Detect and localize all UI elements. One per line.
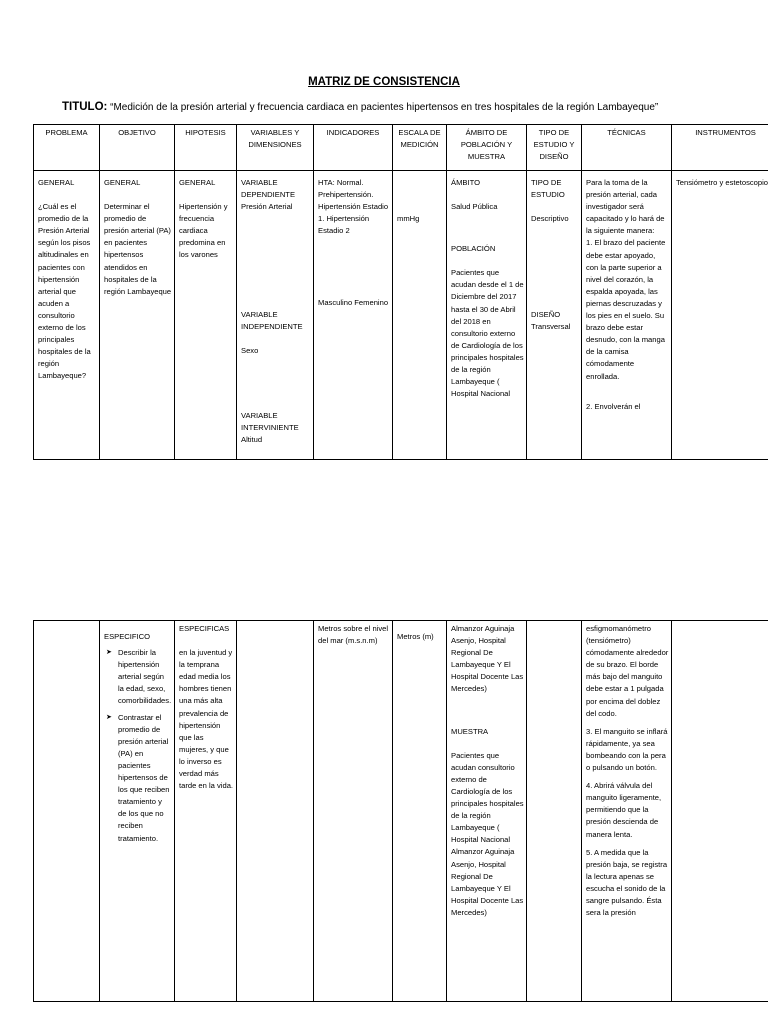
objetivo-text: Determinar el promedio de presión arterial (PA) en pacientes hipertensos atendidos en hospitales de la región Lambayeque (104, 202, 172, 296)
ambito-cont: Almanzor Aguinaja Asenjo, Hospital Regional De Lambayeque Y El Hospital Docente Las Mercedes) (451, 624, 524, 694)
list-item: ➤ Contrastar el promedio de presión arterial (PA) en pacientes hipertensos de los que reciben tratamiento y de los que no reciben tratamiento. (118, 712, 172, 845)
document-title: MATRIZ DE CONSISTENCIA (308, 76, 460, 88)
especificas-head: ESPECIFICAS (179, 624, 230, 633)
instrumentos-text: Tensiómetro y estetoscopio (676, 178, 768, 187)
cell-problema (34, 171, 100, 460)
poblacion-head: POBLACIÓN (451, 244, 496, 254)
muestra-text: Pacientes que acudan consultorio externo de Cardiología de los principales hospitales de la región Lambayeque ( Hospital Nacional Almanzor Aguinaja Asenjo, Hospital Regional De Lambayeque Y El Hospital Docente Las Mercedes) (451, 750, 524, 917)
table-row (34, 621, 768, 1002)
muestra-head: MUESTRA (451, 726, 489, 736)
consistency-matrix-table-2 (33, 620, 768, 1002)
cell-escala-2 (393, 621, 447, 1002)
header-tipo: TIPO DE ESTUDIO Y DISEÑO (527, 125, 582, 171)
ind-sexo: Masculino Femenino (318, 298, 389, 308)
escala-mmhg: mmHg (397, 214, 420, 223)
cell-variables (237, 171, 314, 460)
cell-escala (393, 171, 447, 460)
var-indep: VARIABLE INDEPENDIENTE (241, 310, 303, 332)
tecnicas-step-5: 5. A medida que la presión baja, se registra la lectura apenas se escucha el sonido de la sangre pulsando. Ésta sera la presión (586, 847, 668, 918)
cell-objetivo-2 (100, 621, 175, 1002)
diseno-text: Transversal (531, 322, 571, 332)
list-item: ➤ Describir la hipertensión arterial según la edad, sexo, comorbilidades. (118, 647, 172, 707)
objetivo-head: GENERAL (104, 178, 141, 187)
header-row (34, 125, 768, 171)
tecnicas-text: Para la toma de la presión arterial, cada investigador será capacitado y lo hará de la siguiente manera: (586, 178, 665, 236)
cell-hipotesis-2 (175, 621, 237, 1002)
var-int: VARIABLE INTERVINIENTE (241, 410, 299, 432)
header-variables: VARIABLES Y DIMENSIONES (237, 125, 314, 171)
var-int-dim: Altitud (241, 434, 263, 444)
objetivo-list (104, 647, 172, 845)
cell-variables-2 (237, 621, 314, 1002)
cell-problema-2 (34, 621, 100, 1002)
hipotesis-head: GENERAL (179, 178, 216, 187)
header-escala: ESCALA DE MEDICIÓN (393, 125, 447, 171)
table-row (34, 171, 768, 460)
header-tecnicas: TÉCNICAS (582, 125, 672, 171)
problema-text: ¿Cuál es el promedio de la Presión Arterial según los pisos altitudinales en pacientes con hipertensión arterial que acuden a consultorio externo de los principales hospitales de la región Lambayeque? (38, 202, 91, 381)
cell-indicadores-2 (314, 621, 393, 1002)
cell-hipotesis (175, 171, 237, 460)
hipotesis-esp-text: en la juventud y la temprana edad media los hombres tienen una más alta prevalencia de hipertensión que las mujeres, y que lo inverso es verdad más tarde en la vida. (179, 648, 234, 791)
header-ambito: ÁMBITO DE POBLACIÓN Y MUESTRA (447, 125, 527, 171)
var-dep-dim: Presión Arterial (241, 202, 293, 212)
cell-tipo (527, 171, 582, 460)
escala-metros: Metros (m) (397, 632, 434, 641)
problema-head: GENERAL (38, 178, 75, 187)
tecnicas-step-1: 1. El brazo del paciente debe estar apoyado, con la parte superior a nivel del corazón, la espalda apoyada, las piernas descruzadas y los pies en el suelo. Su brazo debe estar desnudo, con la manga de la camisa cómodamente enrollada. (586, 238, 666, 381)
especifico-head: ESPECIFICO (104, 632, 150, 641)
cell-indicadores (314, 171, 393, 460)
subtitle-label: TITULO: (62, 101, 108, 113)
consistency-matrix-table-1 (33, 124, 768, 460)
tipo-text: Descriptivo (531, 214, 569, 224)
header-hipotesis: HIPOTESIS (175, 125, 237, 171)
header-instrumentos: INSTRUMENTOS (672, 125, 768, 171)
hipotesis-text: Hipertensión y frecuencia cardiaca predomina en los varones (179, 202, 228, 260)
cell-tecnicas-2 (582, 621, 672, 1002)
cell-tecnicas (582, 171, 672, 460)
cell-instrumentos (672, 171, 768, 460)
tecnicas-step-3: 3. El manguito se inflará rápidamente, ya sea bombeando con la pera o pulsando un botón. (586, 726, 668, 773)
tipo-head: TIPO DE ESTUDIO (531, 178, 565, 200)
header-objetivo: OBJETIVO (100, 125, 175, 171)
header-indicadores: INDICADORES (314, 125, 393, 171)
var-indep-dim: Sexo (241, 346, 259, 356)
poblacion-text: Pacientes que acudan desde el 1 de Diciembre del 2017 hasta el 30 de Abril del 2018 en consultorio externo de Cardiología de los principales hospitales de la región Lambayeque ( Hospital Nacional (451, 268, 524, 399)
cell-tipo-2 (527, 621, 582, 1002)
ind-hta: HTA: Normal. Prehipertensión. Hipertensión Estadio 1. Hipertensión Estadio 2 (318, 178, 389, 236)
cell-instrumentos-2 (672, 621, 768, 1002)
ambito-head: ÁMBITO (451, 178, 480, 187)
tecnicas-step-4: 4. Abrirá válvula del manguito ligeramente, permitiendo que la presión descienda de manera lenta. (586, 781, 662, 839)
cell-ambito-2 (447, 621, 527, 1002)
cell-objetivo (100, 171, 175, 460)
ambito-text: Salud Pública (451, 202, 498, 212)
header-problema: PROBLEMA (34, 125, 100, 171)
tecnicas-step-2: 2. Envolverán el (586, 401, 641, 411)
document-subtitle (62, 101, 762, 113)
indicador-altitud: Metros sobre el nivel del mar (m.s.n.m) (318, 624, 389, 646)
tecnicas-cont: esfigmomanómetro (tensiómetro) cómodamente alrededor de su brazo. El borde más bajo del manguito debe estar a 1 pulgada por encima del doblez del codo. (586, 624, 669, 718)
subtitle-text: “Medición de la presión arterial y frecuencia cardiaca en pacientes hipertensos en tres hospitales de la región Lambayeque” (107, 102, 659, 113)
var-dep: VARIABLE DEPENDIENTE (241, 178, 296, 200)
diseno-head: DISEÑO (531, 310, 561, 320)
cell-ambito (447, 171, 527, 460)
